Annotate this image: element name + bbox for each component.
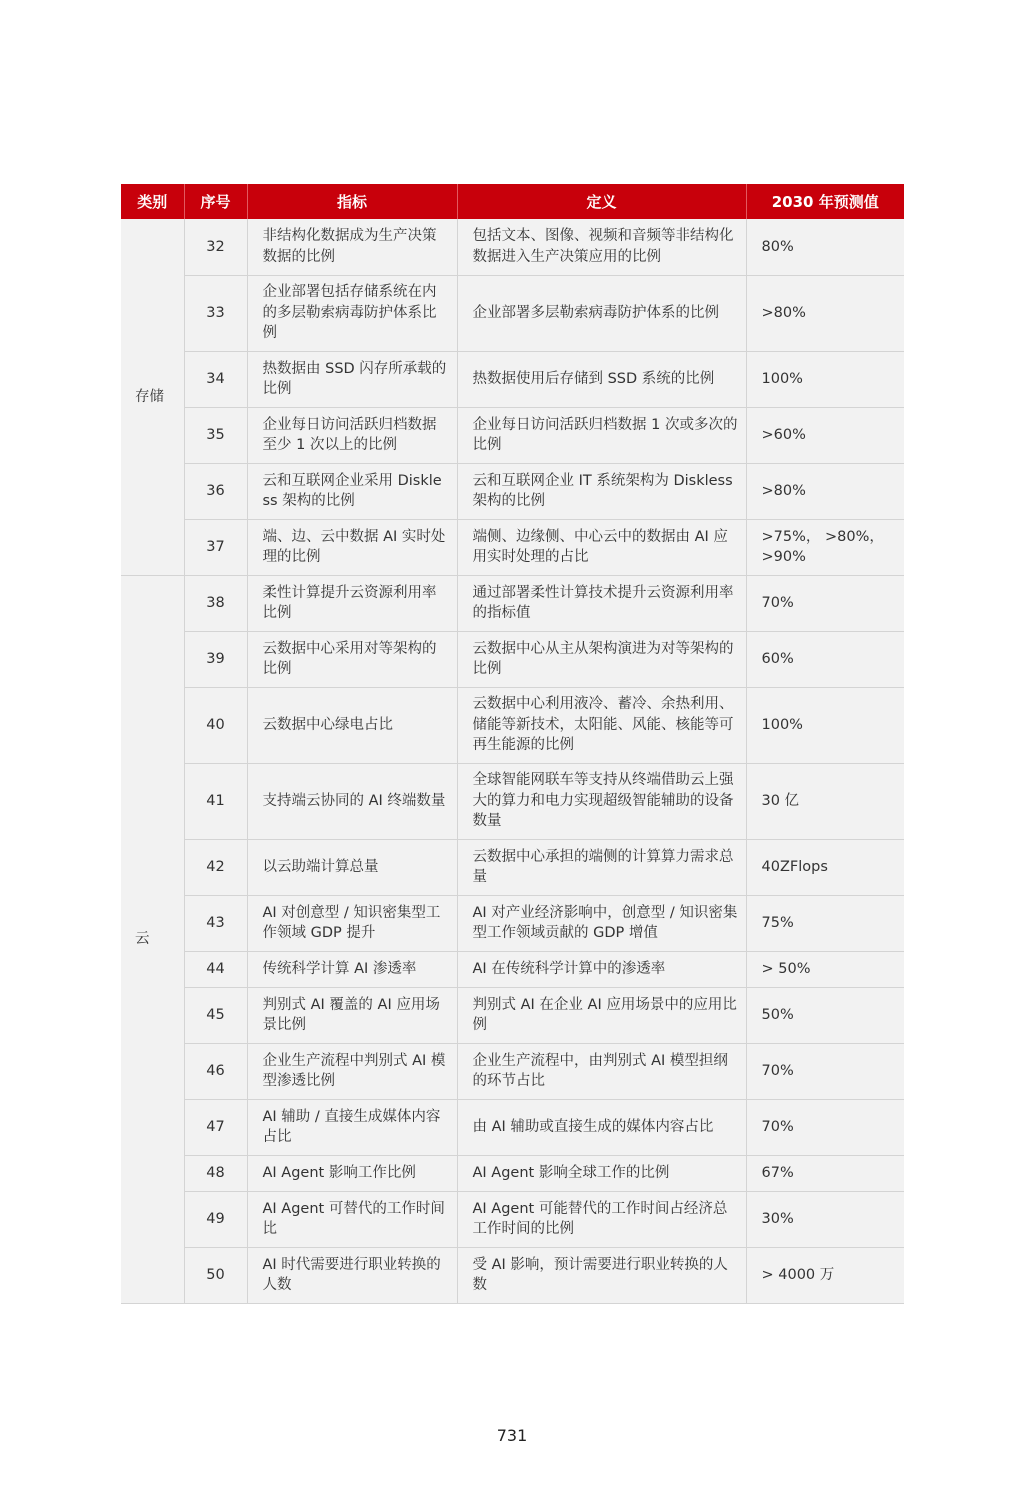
table-row bbox=[121, 839, 904, 895]
definition-cell: AI 对产业经济影响中，创意型 / 知识密集型工作领域贡献的 GDP 增值 bbox=[457, 895, 746, 951]
indicator-cell: 非结构化数据成为生产决策数据的比例 bbox=[247, 219, 457, 275]
definition-cell: AI Agent 影响全球工作的比例 bbox=[457, 1155, 746, 1191]
number-cell: 38 bbox=[184, 575, 247, 631]
number-cell: 35 bbox=[184, 407, 247, 463]
number-cell: 49 bbox=[184, 1191, 247, 1247]
indicator-cell: 云数据中心绿电占比 bbox=[247, 687, 457, 763]
number-cell: 34 bbox=[184, 351, 247, 407]
forecast-value-cell: 80% bbox=[746, 219, 904, 275]
header-category: 类别 bbox=[121, 184, 184, 219]
forecast-value-cell: 70% bbox=[746, 575, 904, 631]
indicator-cell: 云数据中心采用对等架构的比例 bbox=[247, 631, 457, 687]
number-cell: 46 bbox=[184, 1043, 247, 1099]
definition-cell: 判别式 AI 在企业 AI 应用场景中的应用比例 bbox=[457, 987, 746, 1043]
table-row bbox=[121, 1191, 904, 1247]
forecast-value-cell: 40ZFlops bbox=[746, 839, 904, 895]
definition-cell: 由 AI 辅助或直接生成的媒体内容占比 bbox=[457, 1099, 746, 1155]
forecast-value-cell: 100% bbox=[746, 351, 904, 407]
header-number: 序号 bbox=[184, 184, 247, 219]
table-row bbox=[121, 351, 904, 407]
forecast-value-cell: >80% bbox=[746, 463, 904, 519]
category-cell: 存储 bbox=[121, 219, 184, 575]
indicator-cell: 以云助端计算总量 bbox=[247, 839, 457, 895]
definition-cell: 包括文本、图像、视频和音频等非结构化数据进入生产决策应用的比例 bbox=[457, 219, 746, 275]
forecast-value-cell: 30 亿 bbox=[746, 763, 904, 839]
indicator-cell: AI 时代需要进行职业转换的人数 bbox=[247, 1247, 457, 1303]
definition-cell: 企业每日访问活跃归档数据 1 次或多次的比例 bbox=[457, 407, 746, 463]
number-cell: 43 bbox=[184, 895, 247, 951]
page-number: 731 bbox=[496, 1426, 528, 1445]
number-cell: 36 bbox=[184, 463, 247, 519]
number-cell: 44 bbox=[184, 951, 247, 987]
number-cell: 32 bbox=[184, 219, 247, 275]
forecast-value-cell: 70% bbox=[746, 1043, 904, 1099]
forecast-value-cell: 67% bbox=[746, 1155, 904, 1191]
table-row bbox=[121, 275, 904, 351]
table-row bbox=[121, 575, 904, 631]
table-row bbox=[121, 407, 904, 463]
number-cell: 48 bbox=[184, 1155, 247, 1191]
definition-cell: 云数据中心承担的端侧的计算算力需求总量 bbox=[457, 839, 746, 895]
definition-cell: 受 AI 影响，预计需要进行职业转换的人数 bbox=[457, 1247, 746, 1303]
table-row bbox=[121, 763, 904, 839]
definition-cell: 端侧、边缘侧、中心云中的数据由 AI 应用实时处理的占比 bbox=[457, 519, 746, 575]
forecast-value-cell: 70% bbox=[746, 1099, 904, 1155]
number-cell: 39 bbox=[184, 631, 247, 687]
forecast-value-cell: 30% bbox=[746, 1191, 904, 1247]
forecast-table-container bbox=[121, 184, 904, 1304]
number-cell: 37 bbox=[184, 519, 247, 575]
forecast-value-cell: 100% bbox=[746, 687, 904, 763]
indicator-cell: 企业部署包括存储系统在内的多层勒索病毒防护体系比例 bbox=[247, 275, 457, 351]
indicator-cell: 企业生产流程中判别式 AI 模型渗透比例 bbox=[247, 1043, 457, 1099]
definition-cell: 云数据中心利用液冷、蓄冷、余热利用、储能等新技术，太阳能、风能、核能等可再生能源的比例 bbox=[457, 687, 746, 763]
definition-cell: 热数据使用后存储到 SSD 系统的比例 bbox=[457, 351, 746, 407]
forecast-value-cell: >75%， >80%， >90% bbox=[746, 519, 904, 575]
indicator-cell: 企业每日访问活跃归档数据至少 1 次以上的比例 bbox=[247, 407, 457, 463]
indicator-cell: 端、边、云中数据 AI 实时处理的比例 bbox=[247, 519, 457, 575]
forecast-value-cell: 75% bbox=[746, 895, 904, 951]
number-cell: 40 bbox=[184, 687, 247, 763]
table-row bbox=[121, 219, 904, 275]
forecast-value-cell: > 4000 万 bbox=[746, 1247, 904, 1303]
table-row bbox=[121, 1155, 904, 1191]
definition-cell: 企业生产流程中，由判别式 AI 模型担纲的环节占比 bbox=[457, 1043, 746, 1099]
definition-cell: 企业部署多层勒索病毒防护体系的比例 bbox=[457, 275, 746, 351]
header-definition: 定义 bbox=[457, 184, 746, 219]
table-row bbox=[121, 463, 904, 519]
definition-cell: 全球智能网联车等支持从终端借助云上强大的算力和电力实现超级智能辅助的设备数量 bbox=[457, 763, 746, 839]
definition-cell: 云数据中心从主从架构演进为对等架构的比例 bbox=[457, 631, 746, 687]
number-cell: 42 bbox=[184, 839, 247, 895]
table-row bbox=[121, 1099, 904, 1155]
indicator-cell: 传统科学计算 AI 渗透率 bbox=[247, 951, 457, 987]
header-forecast-2030: 2030 年预测值 bbox=[746, 184, 904, 219]
forecast-value-cell: >60% bbox=[746, 407, 904, 463]
category-cell: 云 bbox=[121, 575, 184, 1303]
table-body bbox=[121, 219, 904, 1303]
forecast-table bbox=[121, 184, 904, 1304]
indicator-cell: 热数据由 SSD 闪存所承载的比例 bbox=[247, 351, 457, 407]
number-cell: 41 bbox=[184, 763, 247, 839]
definition-cell: 通过部署柔性计算技术提升云资源利用率的指标值 bbox=[457, 575, 746, 631]
table-row bbox=[121, 1043, 904, 1099]
number-cell: 45 bbox=[184, 987, 247, 1043]
table-row bbox=[121, 987, 904, 1043]
forecast-value-cell: 60% bbox=[746, 631, 904, 687]
number-cell: 47 bbox=[184, 1099, 247, 1155]
definition-cell: 云和互联网企业 IT 系统架构为 Diskless 架构的比例 bbox=[457, 463, 746, 519]
indicator-cell: 云和互联网企业采用 Diskless 架构的比例 bbox=[247, 463, 457, 519]
definition-cell: AI Agent 可能替代的工作时间占经济总工作时间的比例 bbox=[457, 1191, 746, 1247]
table-row bbox=[121, 631, 904, 687]
forecast-value-cell: 50% bbox=[746, 987, 904, 1043]
definition-cell: AI 在传统科学计算中的渗透率 bbox=[457, 951, 746, 987]
table-row bbox=[121, 895, 904, 951]
indicator-cell: 支持端云协同的 AI 终端数量 bbox=[247, 763, 457, 839]
table-header bbox=[121, 184, 904, 219]
indicator-cell: 判别式 AI 覆盖的 AI 应用场景比例 bbox=[247, 987, 457, 1043]
indicator-cell: AI 辅助 / 直接生成媒体内容占比 bbox=[247, 1099, 457, 1155]
indicator-cell: AI 对创意型 / 知识密集型工作领域 GDP 提升 bbox=[247, 895, 457, 951]
number-cell: 33 bbox=[184, 275, 247, 351]
indicator-cell: 柔性计算提升云资源利用率比例 bbox=[247, 575, 457, 631]
table-row bbox=[121, 687, 904, 763]
number-cell: 50 bbox=[184, 1247, 247, 1303]
header-row bbox=[121, 184, 904, 219]
table-row bbox=[121, 519, 904, 575]
header-indicator: 指标 bbox=[247, 184, 457, 219]
forecast-value-cell: >80% bbox=[746, 275, 904, 351]
table-row bbox=[121, 1247, 904, 1303]
table-row bbox=[121, 951, 904, 987]
forecast-value-cell: > 50% bbox=[746, 951, 904, 987]
indicator-cell: AI Agent 可替代的工作时间比 bbox=[247, 1191, 457, 1247]
indicator-cell: AI Agent 影响工作比例 bbox=[247, 1155, 457, 1191]
